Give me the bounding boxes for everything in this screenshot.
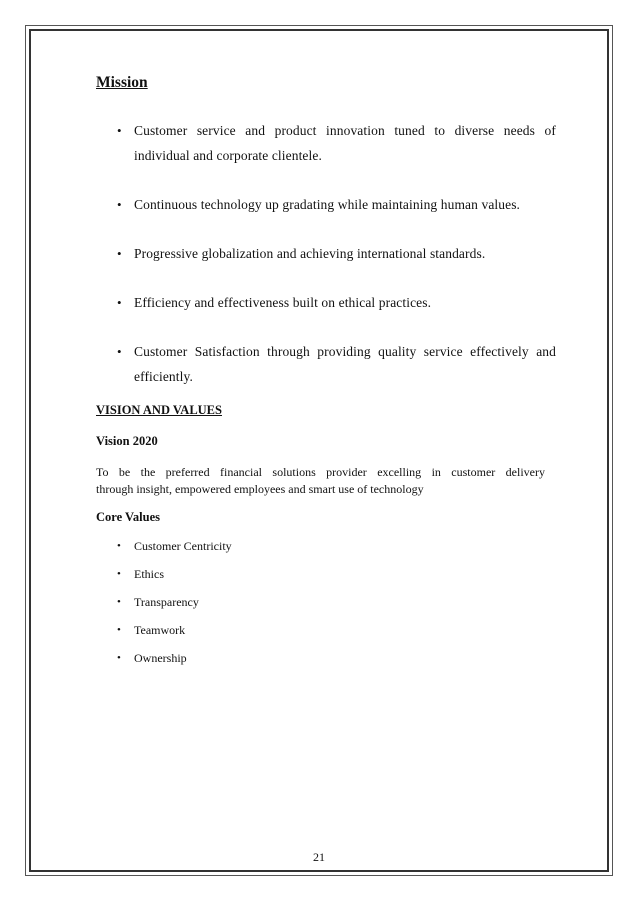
core-value-item-1: [96, 538, 232, 554]
core-value-item-4: [96, 622, 232, 638]
core-value-item-3: [96, 594, 232, 610]
mission-item-text: Customer Satisfaction through providing quality service effectively and efficiently.: [134, 344, 556, 384]
mission-item-5: [96, 339, 556, 389]
bullet-icon: •: [117, 295, 122, 310]
core-value-text: Teamwork: [134, 623, 186, 637]
vision-statement-line-2: through insight, empowered employees and smart use of technology: [96, 482, 424, 496]
core-value-text: Ownership: [134, 651, 187, 665]
vision-values-heading: VISION AND VALUES: [96, 403, 222, 417]
bullet-icon: •: [117, 568, 121, 580]
core-value-text: Transparency: [134, 595, 199, 609]
mission-list: [96, 118, 556, 413]
bullet-icon: •: [117, 540, 121, 552]
core-value-text: Ethics: [134, 567, 164, 581]
bullet-icon: •: [117, 624, 121, 636]
bullet-icon: •: [117, 652, 121, 664]
mission-item-text: Efficiency and effectiveness built on ethical practices.: [134, 295, 432, 310]
mission-item-3: [96, 241, 556, 266]
mission-item-text: Customer service and product innovation tuned to diverse needs of individual and corporate clientele.: [134, 123, 556, 163]
mission-item-2: [96, 192, 556, 217]
core-values-heading: Core Values: [96, 510, 161, 524]
bullet-icon: •: [117, 596, 121, 608]
vision-statement-line-1: To be the preferred financial solutions provider excelling in customer delivery: [96, 465, 545, 479]
page-number: 21: [313, 850, 325, 864]
core-values-list: [96, 538, 232, 678]
bullet-icon: •: [117, 344, 122, 359]
core-value-text: Customer Centricity: [134, 539, 232, 553]
bullet-icon: •: [117, 197, 122, 212]
mission-item-4: [96, 290, 556, 315]
bullet-icon: •: [117, 246, 122, 261]
mission-item-1: [96, 118, 556, 168]
vision-statement: [96, 464, 545, 498]
core-value-item-5: [96, 650, 232, 666]
mission-heading: Mission: [96, 74, 148, 91]
mission-item-text: Continuous technology up gradating while maintaining human values.: [134, 197, 521, 212]
vision-heading: Vision 2020: [96, 434, 158, 448]
core-value-item-2: [96, 566, 232, 582]
bullet-icon: •: [117, 123, 122, 138]
mission-item-text: Progressive globalization and achieving international standards.: [134, 246, 486, 261]
